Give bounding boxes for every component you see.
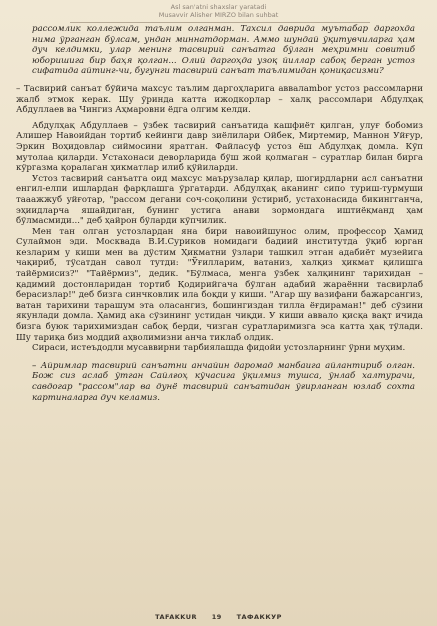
body-paragraph: Устоз тасвирий санъатга оид махсус маърузалар қилар, шогирдларни асл санъатни енгил-елпи ишлардан фарқлашга ўргатарди. Абдулҳақ аканинг сипо туриш-турмуши тааажжуб уйғотар, "рассом дегани соч-соқолини ўстириб, устахонасида бикингганча, эҳиидларча яшайдиган, бунинг устига анави зормондага иштиёқманд ҳам бўлмасмиди..." деб ҳайрон бўларди кўпчилик.	[16, 173, 423, 227]
page-number: 19	[211, 613, 222, 621]
question-paragraph: рассомлик коллежида таълим олганман. Тахсил даврида муътабар даргохда нима ўрганган бўлсам, ундан миннатдорман. Аммо шундай ўқитувчиларга ҳам дуч келдимки, улар менинг тасвирий санъатга бўлган меҳримни совитиб юборишига бир баҳя қолган... Олий даргоҳда узоқ йиллар сабоқ берган устоз сифатида айтинг-чи, бугунги тасвирий санъат таълимидан қониқасизми?	[32, 24, 415, 77]
question-paragraph: – Айримлар тасвирий санъатни анчайин даромад манбаига айлантириб олган. Бож сиз аслаб ўтган Сайлғоҳ кўчасига ўқилмиз тушса, ўнлаб халтурачи, савдогар "рассом"лар ва дунё тасвирий санъатидан ўғирланган юзлаб сохта картиналарга дуч келамиз.	[32, 360, 415, 403]
running-head	[0, 3, 437, 19]
body-paragraph: Мен тан олган устозлардан яна бири навоийшунос олим, профессор Ҳамид Сулаймон эди. Москвада В.И.Суриков номидаги бадиий институтда ўқиб юрган кезларим у киши мен ва дўстим Ҳикматни ўзлари ташкил этган адабиёт музейига чақириб, тўсатдан савол тутди: "Ўғилларим, ватаниз, халқиз ҳикмат қилишга тайёрмисиз?" "Тайёрмиз", дедик. "Бўлмаса, менга ўзбек халқининг тарихидан – қадимий достонларидан тортиб Қодирийгача бўлган адабий жараённи тасвирлаб берасизлар!" деб бизга синчковлик ила боқди у киши. "Агар шу вазифани бажарсангиз, ватан тарихини тарашум эта оласангиз, бошингиздан тилла ёғдираман!" деб сўзини якунлади домла. Ҳамид ака сўзининг устидан чиқди. У киши аввало қисқа вақт ичида бизга буюк тарихимиздан сабоқ берди, чизган суратларимизга эса катта ҳақ тўлади. Шу тариқа биз моддий аҳволимизни анча тиклаб олдик.	[16, 226, 423, 343]
running-head-title: Asl san'atni shaxslar yaratadi	[170, 3, 267, 11]
article-body	[16, 24, 423, 403]
footer-magazine-name-cyrillic: ТАФАККУР	[236, 613, 282, 621]
header-divider	[70, 22, 370, 23]
running-head-subtitle: Musavvir Alisher MIRZO bilan suhbat	[158, 11, 279, 19]
footer-magazine-name-latin: TAFAKKUR	[155, 613, 197, 621]
answer-paragraph: – Тасвирий санъат бўйича махсус таълим даргоҳларига аввалambor устоз рассомларни жалб этмок керак. Шу ўринда катта ижодкорлар – халқ рассомлари Абдулҳақ Абдуллаев ва Чингиз Аҳмаровни ёдга олгим келди.	[16, 83, 423, 116]
body-paragraph: Сираси, истеъдодли мусаввирни тарбиялашда фидойи устозларнинг ўрни муҳим.	[32, 343, 406, 354]
body-paragraph: Абдулҳақ Абдуллаев – ўзбек тасвирий санъатида кашфиёт қилган, улуғ бобомиз Алишер Навоийдан тортиб кейинги давр зиёлилари Ойбек, Миртемир, Маннон Уйғур, Эркин Воҳидовлар сиймосини яратган. Файласуф устоз ёш Абдулҳақ домла. Кўп мутолаа қиларди. Устахонаси деворларида бўш жой қолмаган – суратлар билан бирга кўргазма қоралаган ҳикматлар илиб қўйиларди.	[16, 120, 423, 174]
page-footer	[0, 613, 437, 621]
